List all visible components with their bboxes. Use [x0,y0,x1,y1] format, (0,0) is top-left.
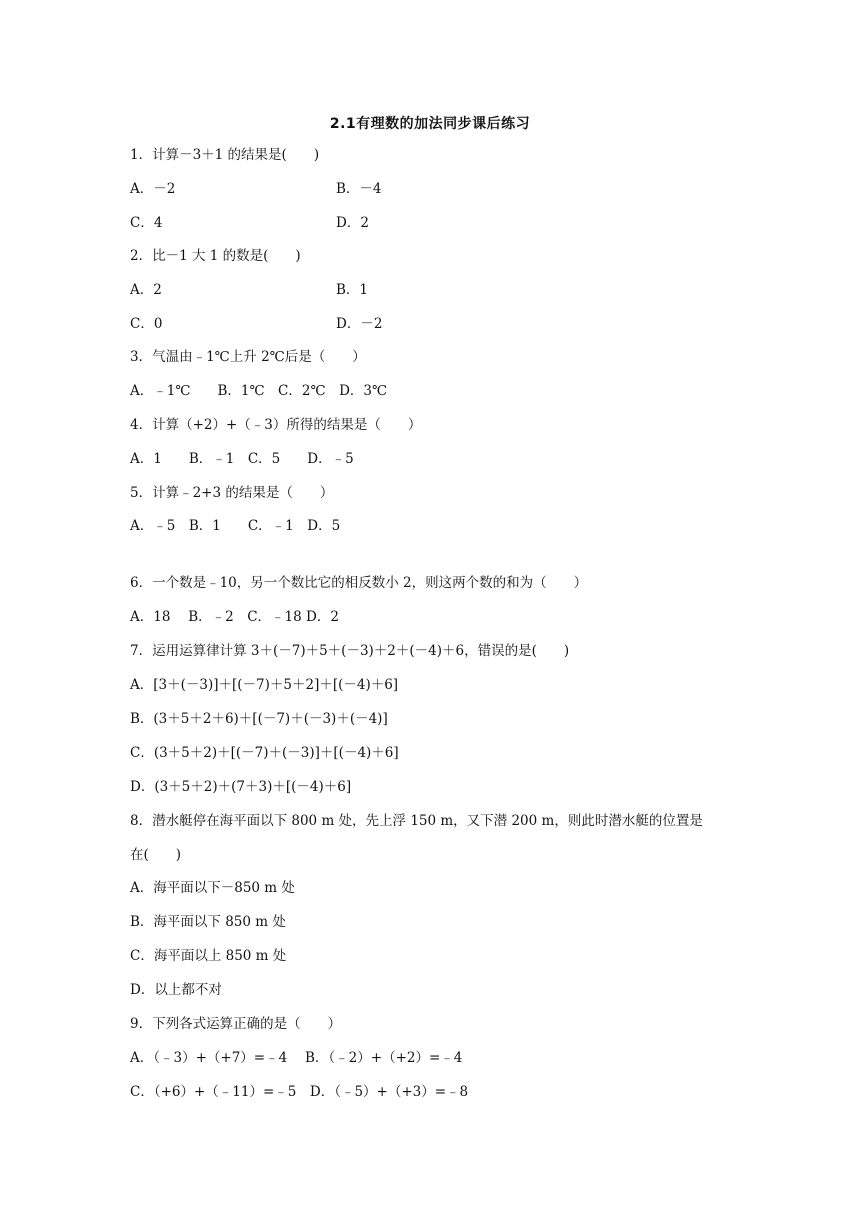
question-1-stem: 1．计算－3＋1 的结果是( ) [130,147,320,163]
question-5-options: A．﹣5 B．1 C．﹣1 D．5 [130,518,341,534]
question-7-option-a: A．[3＋(－3)]＋[(－7)＋5＋2]＋[(－4)＋6] [130,677,399,693]
question-3-options: A．﹣1℃ B．1℃ C．2℃ D．3℃ [130,383,388,399]
question-7-option-d: D．(3＋5＋2)＋(7＋3)＋[(－4)＋6] [130,779,352,795]
question-4-stem: 4．计算（+2）+（﹣3）所得的结果是（ ） [130,417,422,433]
question-6-options: A．18 B．﹣2 C．﹣18 D．2 [130,609,339,625]
question-3-stem: 3．气温由﹣1℃上升 2℃后是（ ） [130,349,366,365]
question-2-option-b: B．1 [336,282,369,298]
question-9-options-row-1: A．（﹣3）+（+7）=﹣4 B．（﹣2）+（+2）=﹣4 [130,1050,463,1066]
page-title: 2.1有理数的加法同步课后练习 [329,116,531,132]
question-2-stem: 2．比－1 大 1 的数是( ) [130,248,301,264]
question-1-option-c: C．4 [130,215,163,231]
question-8-stem-line-2: 在( ) [130,847,182,863]
question-2-option-c: C．0 [130,316,163,332]
question-1-option-a: A．－2 [130,181,176,197]
question-8-option-c: C．海平面以上 850 m 处 [130,948,287,964]
question-6-stem: 6．一个数是﹣10，另一个数比它的相反数小 2，则这两个数的和为（ ） [130,575,588,591]
question-9-options-row-2: C．（+6）+（﹣11）=﹣5 D．（﹣5）+（+3）=﹣8 [130,1084,469,1100]
question-4-options: A．1 B．﹣1 C．5 D．﹣5 [130,451,354,467]
question-8-option-a: A．海平面以下－850 m 处 [130,880,295,896]
question-8-option-d: D．以上都不对 [130,982,222,998]
question-1-option-d: D．2 [336,215,369,231]
question-9-stem: 9．下列各式运算正确的是（ ） [130,1016,342,1032]
question-2-option-d: D．－2 [336,316,383,332]
question-2-option-a: A．2 [130,282,162,298]
question-5-stem: 5．计算﹣2+3 的结果是（ ） [130,485,334,501]
question-1-option-b: B．－4 [336,181,382,197]
question-7-option-c: C．(3＋5＋2)＋[(－7)＋(－3)]＋[(－4)＋6] [130,745,399,761]
question-8-option-b: B．海平面以下 850 m 处 [130,914,286,930]
question-8-stem-line-1: 8．潜水艇停在海平面以下 800 m 处，先上浮 150 m，又下潜 200 m，则此时潜水艇的位置是 [130,813,703,829]
question-7-option-b: B．(3＋5＋2＋6)＋[(－7)＋(－3)＋(－4)] [130,711,388,727]
question-7-stem: 7．运用运算律计算 3＋(－7)＋5＋(－3)＋2＋(－4)＋6，错误的是( ) [130,643,570,659]
